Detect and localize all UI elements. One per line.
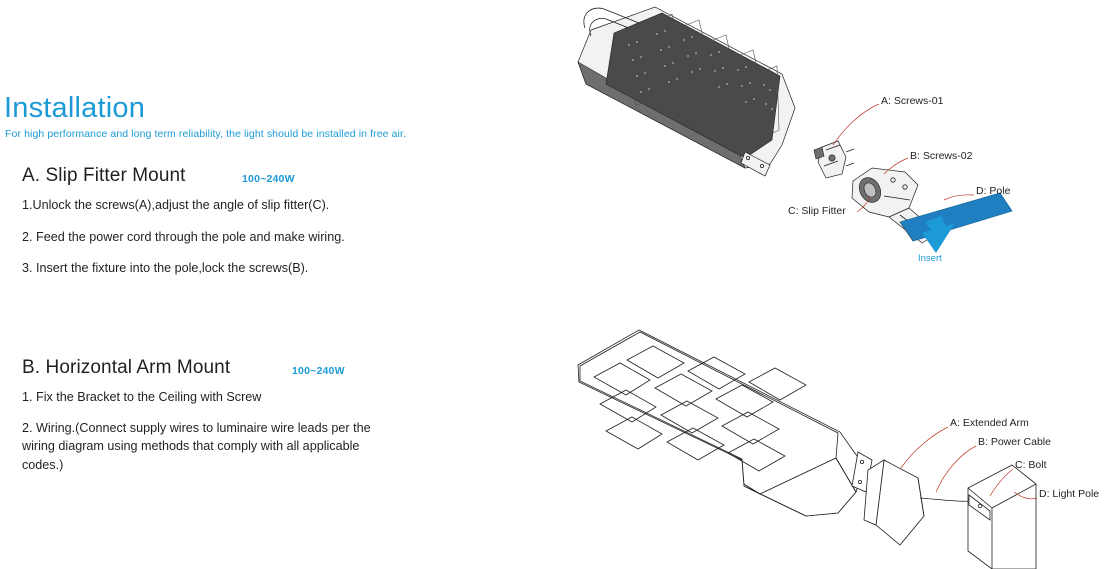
page-subtitle: For high performance and long term reliability, the light should be installed in free air.	[5, 128, 407, 140]
label-b-light-pole: D: Light Pole	[1039, 488, 1100, 500]
label-a-screws-01: A: Screws-01	[881, 95, 944, 107]
section-b-heading: B. Horizontal Arm Mount	[22, 357, 231, 378]
section-a-step-3: 3. Insert the fixture into the pole,lock the screws(B).	[22, 261, 309, 275]
section-a-wattage: 100~240W	[242, 173, 295, 185]
pole-part	[900, 193, 1012, 241]
led-floodlight-illustration-bottom	[578, 330, 872, 516]
page-title: Installation	[4, 92, 146, 124]
screws-01-part	[814, 141, 854, 178]
section-b-step-1: 1. Fix the Bracket to the Ceiling with Screw	[22, 390, 262, 404]
label-a-insert: Insert	[918, 253, 942, 264]
label-b-power-cable: B: Power Cable	[978, 436, 1051, 448]
label-b-extended-arm: A: Extended Arm	[950, 417, 1029, 429]
label-a-slip-fitter: C: Slip Fitter	[788, 205, 846, 217]
label-b-bolt: C: Bolt	[1015, 459, 1047, 471]
section-b-step-2: 2. Wiring.(Connect supply wires to luminaire wire leads per the wiring diagram using methods that comply with all applicable codes.)	[22, 421, 371, 472]
section-a-step-2: 2. Feed the power cord through the pole and make wiring.	[22, 230, 345, 244]
light-pole-part	[968, 465, 1036, 569]
label-a-pole: D: Pole	[976, 185, 1011, 197]
section-a-heading: A. Slip Fitter Mount	[22, 165, 186, 186]
led-floodlight-illustration-top	[578, 7, 795, 176]
label-a-screws-02: B: Screws-02	[910, 150, 973, 162]
extended-arm-part	[864, 460, 924, 545]
section-a-step-1: 1.Unlock the screws(A),adjust the angle of slip fitter(C).	[22, 198, 330, 212]
section-b-wattage: 100~240W	[292, 365, 345, 377]
